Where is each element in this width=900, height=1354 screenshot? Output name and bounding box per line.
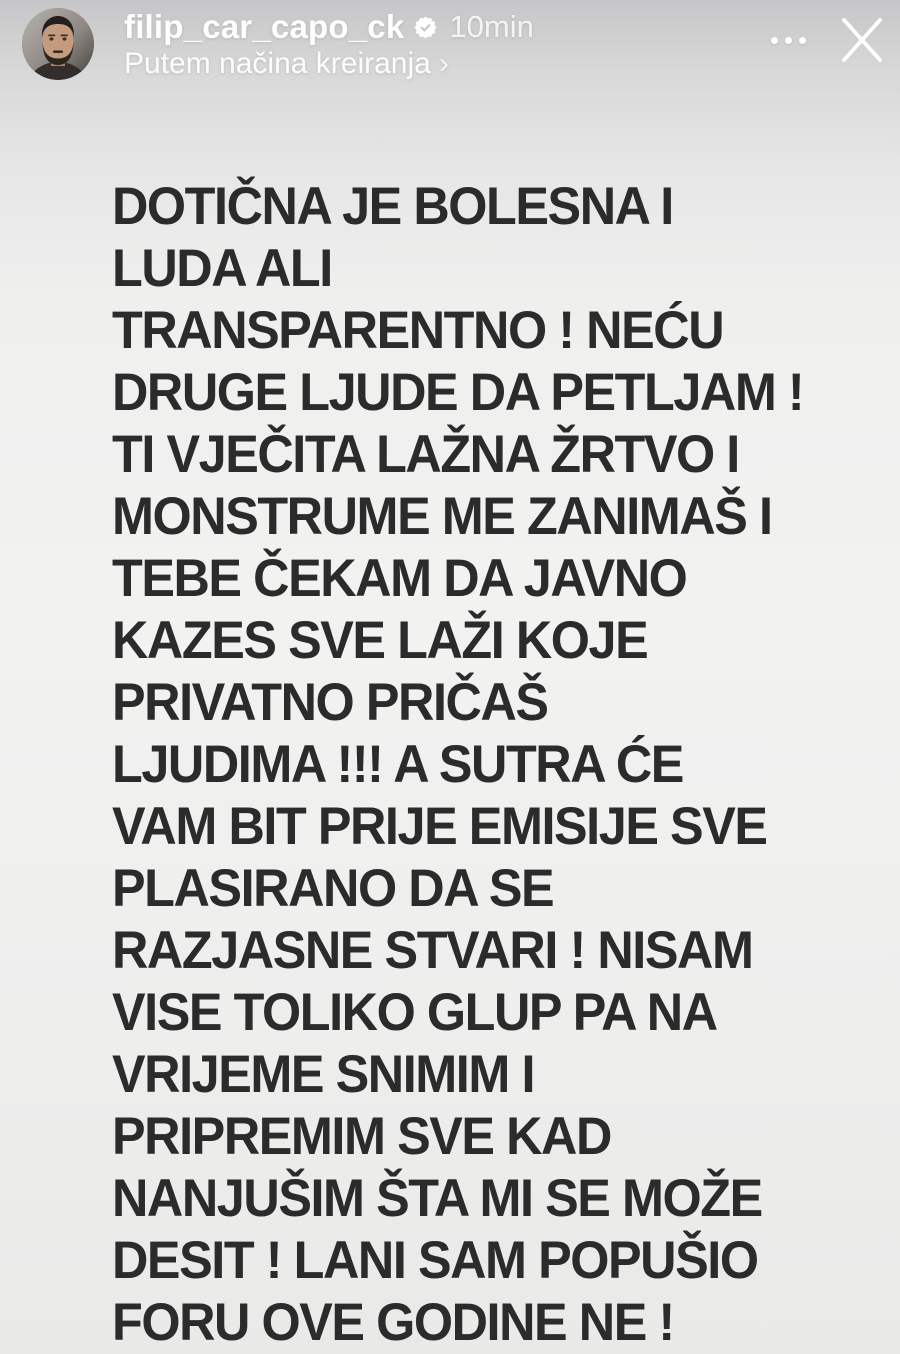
avatar-photo (22, 8, 94, 80)
ellipsis-icon (799, 37, 806, 44)
header-actions (767, 0, 888, 80)
verified-badge-icon (414, 16, 437, 39)
creation-mode-link[interactable] (124, 47, 534, 81)
more-options-button[interactable] (767, 27, 810, 54)
story-text-line: DOTIČNA JE BOLESNA I (112, 177, 673, 236)
story-text-line: NANJUŠIM ŠTA MI SE MOŽE (112, 1169, 762, 1228)
story-text-line: TI VJEČITA LAŽNA ŽRTVO I (112, 425, 739, 484)
avatar[interactable] (22, 8, 94, 80)
creation-mode-label: Putem načina kreiranja (124, 47, 431, 80)
story-text-line: TRANSPARENTNO ! NEĆU (112, 301, 724, 360)
story-text-block (112, 176, 834, 1354)
header-text (124, 8, 534, 81)
story-text-line: PRIVATNO PRIČAŠ (112, 673, 548, 732)
ellipsis-icon (771, 37, 778, 44)
story-text-line: TEBE ČEKAM DA JAVNO (112, 549, 687, 608)
username-row (124, 8, 534, 46)
story-text-line: DRUGE LJUDE DA PETLJAM ! (112, 363, 804, 422)
story-text-line: KAZES SVE LAŽI KOJE (112, 611, 648, 670)
story-text-line: VISE TOLIKO GLUP PA NA (112, 983, 717, 1042)
story-text-line: FORU OVE GODINE NE ! (112, 1293, 674, 1352)
story-text-line: DESIT ! LANI SAM POPUŠIO (112, 1231, 758, 1290)
story-text-line: LUDA ALI (112, 239, 332, 298)
chevron-right-icon: › (438, 47, 449, 80)
story-text-line: PRIPREMIM SVE KAD (112, 1107, 611, 1166)
username[interactable]: filip_car_capo_ck (124, 8, 405, 45)
close-button[interactable] (836, 12, 888, 68)
story-text-line: RAZJASNE STVARI ! NISAM (112, 921, 753, 980)
story-text-line: LJUDIMA !!! A SUTRA ĆE (112, 735, 683, 794)
story-text-line: MONSTRUME ME ZANIMAŠ I (112, 487, 772, 546)
story-text-line: PLASIRANO DA SE (112, 859, 554, 918)
story-header (0, 0, 900, 96)
story-text-line: VRIJEME SNIMIM I (112, 1045, 535, 1104)
story-text-line: VAM BIT PRIJE EMISIJE SVE (112, 797, 767, 856)
close-icon (836, 12, 888, 68)
timestamp: 10min (449, 9, 534, 44)
ellipsis-icon (785, 37, 792, 44)
